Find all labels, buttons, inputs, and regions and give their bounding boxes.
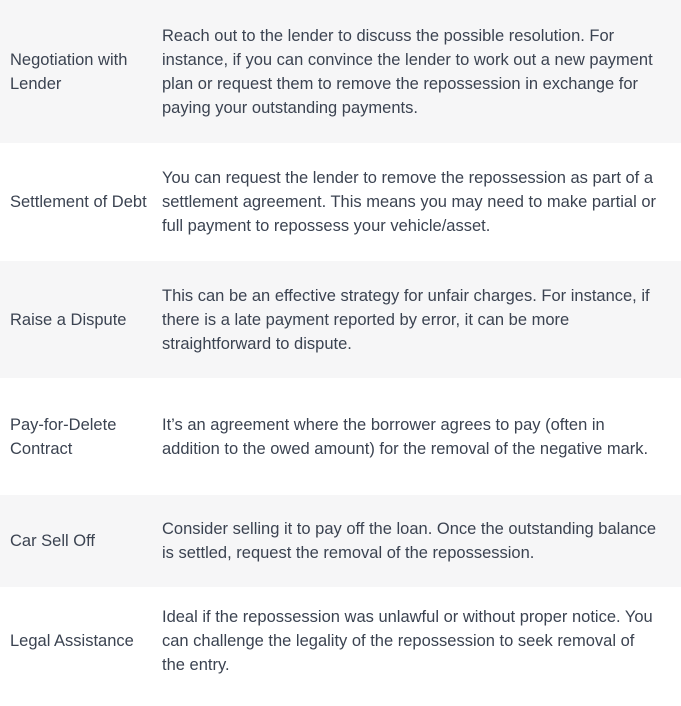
table-row	[0, 143, 681, 261]
row-description: Reach out to the lender to discuss the possible resolution. For instance, if you can convince the lender to work out a new payment plan or request them to remove the repossession in exchange for paying your outstanding payments.	[162, 26, 653, 117]
table-row	[0, 587, 681, 695]
row-label: Settlement of Debt	[10, 193, 147, 211]
row-label: Legal Assistance	[10, 632, 134, 650]
table-row	[0, 0, 681, 143]
row-label: Pay-for-Delete Contract	[10, 415, 117, 458]
row-label: Raise a Dispute	[10, 310, 127, 329]
row-description: Consider selling it to pay off the loan. Once the outstanding balance is settled, request the removal of the repossession.	[162, 520, 657, 562]
row-description: It’s an agreement where the borrower agrees to pay (often in addition to the owed amount) for the removal of the negative mark.	[162, 415, 649, 458]
row-label: Negotiation with Lender	[10, 50, 128, 93]
row-description: This can be an effective strategy for unfair charges. For instance, if there is a late payment reported by error, it can be more straightforward to dispute.	[162, 286, 650, 353]
row-label: Car Sell Off	[10, 532, 95, 550]
table-row	[0, 495, 681, 587]
row-description: You can request the lender to remove the repossession as part of a settlement agreement. This means you may need to make partial or full payment to repossess your vehicle/asset.	[162, 169, 657, 235]
table-row	[0, 378, 681, 495]
row-description: Ideal if the repossession was unlawful or without proper notice. You can challenge the legality of the repossession to seek removal of the entry.	[162, 608, 653, 674]
table-row	[0, 261, 681, 378]
